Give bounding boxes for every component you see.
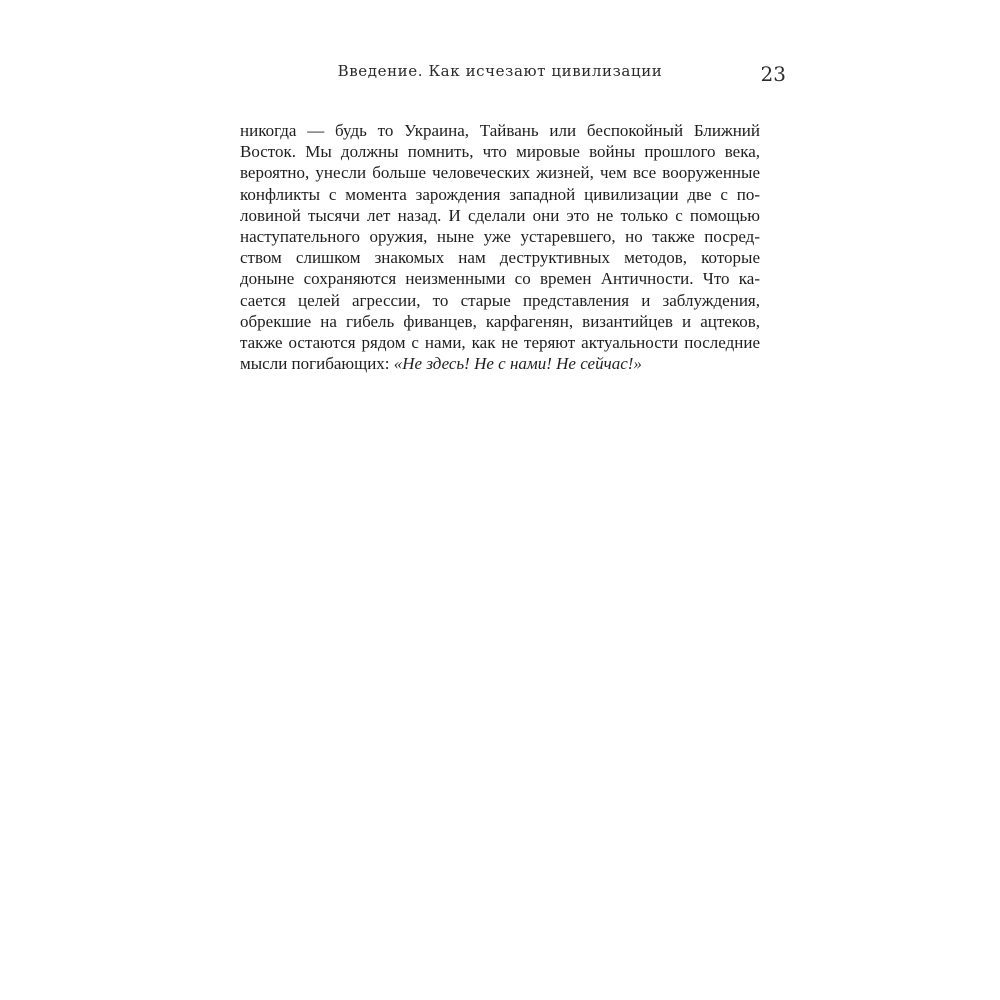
text-line: доныне сохраняются неизменными со времен Античности. Что ка- xyxy=(240,269,760,289)
running-header-title: Введение. Как исчезают цивилизации xyxy=(337,62,663,80)
text-line: Восток. Мы должны помнить, что мировые войны прошлого века, xyxy=(240,142,760,162)
italic-quote: «Не здесь! Не с нами! Не сейчас!» xyxy=(393,354,642,374)
text-line: также остаются рядом с нами, как не теряют актуальности последние xyxy=(240,332,760,352)
text-line-last xyxy=(240,353,760,374)
text-line: сается целей агрессии, то старые представления и заблуждения, xyxy=(240,290,760,310)
text-line: наступательного оружия, ныне уже устаревшего, но также посред- xyxy=(240,226,760,246)
text-line: никогда — будь то Украина, Тайвань или беспокойный Ближний xyxy=(240,121,760,140)
last-line-text: мысли погибающих: xyxy=(240,354,394,374)
text-line: конфликты с момента зарождения западной цивилизации две с по- xyxy=(240,184,760,204)
text-line: ством слишком знакомых нам деструктивных методов, которые xyxy=(240,248,760,268)
text-line: обрекшие на гибель фиванцев, карфагенян, византийцев и ацтеков, xyxy=(240,311,760,331)
page-number: 23 xyxy=(760,62,786,86)
text-line: вероятно, унесли больше человеческих жизней, чем все вооруженные xyxy=(240,163,760,183)
body-paragraph xyxy=(240,120,760,374)
text-line: ловиной тысячи лет назад. И сделали они это не только с помощью xyxy=(240,205,760,225)
